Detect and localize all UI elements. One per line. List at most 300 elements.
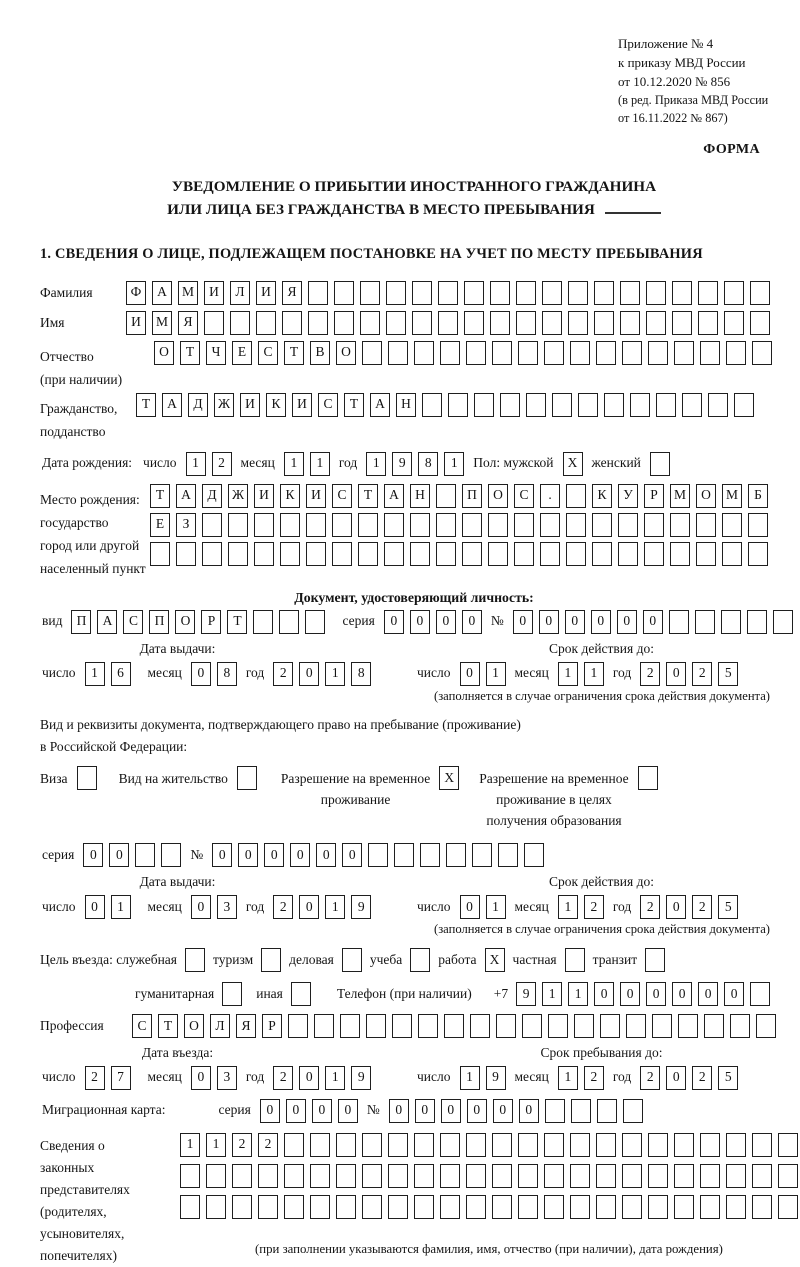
cell[interactable]: 1 xyxy=(325,1066,345,1090)
cell[interactable] xyxy=(253,610,273,634)
cell[interactable]: 1 xyxy=(542,982,562,1006)
cell[interactable] xyxy=(566,513,586,537)
cell[interactable]: 1 xyxy=(284,452,304,476)
cell[interactable] xyxy=(314,1014,334,1038)
cell[interactable]: 0 xyxy=(415,1099,435,1123)
cell[interactable]: 0 xyxy=(441,1099,461,1123)
cell[interactable]: 9 xyxy=(486,1066,506,1090)
cell[interactable] xyxy=(366,1014,386,1038)
cell[interactable]: Ч xyxy=(206,341,226,365)
cell[interactable]: 1 xyxy=(584,662,604,686)
cell[interactable]: Т xyxy=(344,393,364,417)
cell[interactable]: Л xyxy=(210,1014,230,1038)
cell[interactable] xyxy=(410,513,430,537)
cell[interactable] xyxy=(418,1014,438,1038)
cell[interactable] xyxy=(656,393,676,417)
cell[interactable] xyxy=(596,1133,616,1157)
cell[interactable]: X xyxy=(563,452,583,476)
cell[interactable]: Е xyxy=(232,341,252,365)
cell[interactable] xyxy=(464,281,484,305)
cell[interactable] xyxy=(305,610,325,634)
cell[interactable] xyxy=(488,542,508,566)
cell[interactable]: 7 xyxy=(111,1066,131,1090)
cell[interactable]: Н xyxy=(396,393,416,417)
cell[interactable] xyxy=(726,1195,746,1219)
cell[interactable]: Р xyxy=(262,1014,282,1038)
cell[interactable]: Т xyxy=(284,341,304,365)
cell[interactable] xyxy=(545,1099,565,1123)
cell[interactable]: К xyxy=(280,484,300,508)
cell[interactable]: 0 xyxy=(467,1099,487,1123)
cell[interactable]: 0 xyxy=(519,1099,539,1123)
cell[interactable]: Я xyxy=(178,311,198,335)
cell[interactable] xyxy=(568,311,588,335)
cell[interactable]: М xyxy=(722,484,742,508)
cell[interactable]: И xyxy=(240,393,260,417)
cell[interactable] xyxy=(670,542,690,566)
cell[interactable] xyxy=(334,281,354,305)
cell[interactable] xyxy=(570,1195,590,1219)
cell[interactable] xyxy=(446,843,466,867)
cell[interactable] xyxy=(466,1164,486,1188)
cell[interactable]: 0 xyxy=(410,610,430,634)
cell[interactable] xyxy=(604,393,624,417)
cell[interactable] xyxy=(492,1195,512,1219)
cell[interactable] xyxy=(237,766,257,790)
cell[interactable] xyxy=(672,281,692,305)
cell[interactable]: 1 xyxy=(460,1066,480,1090)
cell[interactable] xyxy=(470,1014,490,1038)
cell[interactable] xyxy=(500,393,520,417)
cell[interactable]: А xyxy=(176,484,196,508)
cell[interactable] xyxy=(540,513,560,537)
cell[interactable] xyxy=(258,1195,278,1219)
cell[interactable]: 1 xyxy=(206,1133,226,1157)
cell[interactable] xyxy=(596,1195,616,1219)
cell[interactable]: 0 xyxy=(460,662,480,686)
cell[interactable] xyxy=(750,281,770,305)
cell[interactable]: Д xyxy=(188,393,208,417)
cell[interactable]: 2 xyxy=(273,662,293,686)
cell[interactable] xyxy=(620,281,640,305)
cell[interactable] xyxy=(566,542,586,566)
cell[interactable] xyxy=(570,1133,590,1157)
cell[interactable] xyxy=(730,1014,750,1038)
cell[interactable]: 6 xyxy=(111,662,131,686)
cell[interactable] xyxy=(360,281,380,305)
cell[interactable] xyxy=(670,513,690,537)
cell[interactable]: И xyxy=(292,393,312,417)
cell[interactable] xyxy=(652,1014,672,1038)
cell[interactable] xyxy=(542,281,562,305)
cell[interactable] xyxy=(574,1014,594,1038)
cell[interactable] xyxy=(291,982,311,1006)
cell[interactable]: 2 xyxy=(692,895,712,919)
cell[interactable]: Я xyxy=(282,281,302,305)
cell[interactable]: Я xyxy=(236,1014,256,1038)
cell[interactable]: 0 xyxy=(290,843,310,867)
cell[interactable] xyxy=(594,311,614,335)
cell[interactable]: С xyxy=(514,484,534,508)
cell[interactable] xyxy=(336,1195,356,1219)
cell[interactable] xyxy=(552,393,572,417)
cell[interactable] xyxy=(414,341,434,365)
cell[interactable] xyxy=(544,1164,564,1188)
cell[interactable] xyxy=(492,1164,512,1188)
cell[interactable] xyxy=(386,311,406,335)
cell[interactable] xyxy=(674,1164,694,1188)
cell[interactable]: 0 xyxy=(212,843,232,867)
cell[interactable] xyxy=(722,542,742,566)
cell[interactable] xyxy=(700,1164,720,1188)
cell[interactable] xyxy=(700,1133,720,1157)
cell[interactable] xyxy=(674,1195,694,1219)
cell[interactable]: Д xyxy=(202,484,222,508)
cell[interactable] xyxy=(282,311,302,335)
cell[interactable] xyxy=(514,542,534,566)
cell[interactable]: О xyxy=(175,610,195,634)
cell[interactable]: П xyxy=(149,610,169,634)
cell[interactable] xyxy=(444,1014,464,1038)
cell[interactable]: А xyxy=(370,393,390,417)
cell[interactable] xyxy=(747,610,767,634)
cell[interactable]: Б xyxy=(748,484,768,508)
cell[interactable] xyxy=(202,513,222,537)
cell[interactable] xyxy=(492,341,512,365)
cell[interactable]: М xyxy=(152,311,172,335)
cell[interactable]: 0 xyxy=(565,610,585,634)
cell[interactable] xyxy=(161,843,181,867)
cell[interactable] xyxy=(358,542,378,566)
cell[interactable]: 0 xyxy=(299,662,319,686)
cell[interactable]: 0 xyxy=(191,1066,211,1090)
cell[interactable] xyxy=(180,1195,200,1219)
cell[interactable]: С xyxy=(123,610,143,634)
cell[interactable] xyxy=(516,311,536,335)
cell[interactable]: 9 xyxy=(516,982,536,1006)
cell[interactable]: 2 xyxy=(258,1133,278,1157)
cell[interactable]: 0 xyxy=(646,982,666,1006)
cell[interactable] xyxy=(752,1195,772,1219)
cell[interactable] xyxy=(622,341,642,365)
cell[interactable] xyxy=(342,948,362,972)
cell[interactable] xyxy=(544,1195,564,1219)
cell[interactable] xyxy=(384,542,404,566)
cell[interactable]: 9 xyxy=(351,1066,371,1090)
cell[interactable] xyxy=(752,1133,772,1157)
cell[interactable] xyxy=(724,311,744,335)
cell[interactable]: Т xyxy=(358,484,378,508)
cell[interactable]: 0 xyxy=(594,982,614,1006)
cell[interactable]: 1 xyxy=(85,662,105,686)
cell[interactable] xyxy=(440,1133,460,1157)
cell[interactable]: 1 xyxy=(568,982,588,1006)
cell[interactable]: О xyxy=(184,1014,204,1038)
cell[interactable]: 2 xyxy=(232,1133,252,1157)
cell[interactable] xyxy=(570,1164,590,1188)
cell[interactable] xyxy=(644,542,664,566)
cell[interactable]: Ф xyxy=(126,281,146,305)
cell[interactable]: 1 xyxy=(366,452,386,476)
cell[interactable] xyxy=(750,311,770,335)
cell[interactable] xyxy=(466,1195,486,1219)
cell[interactable]: 0 xyxy=(191,895,211,919)
cell[interactable]: 1 xyxy=(325,895,345,919)
cell[interactable] xyxy=(436,513,456,537)
cell[interactable] xyxy=(726,1164,746,1188)
cell[interactable] xyxy=(490,311,510,335)
cell[interactable]: В xyxy=(310,341,330,365)
cell[interactable] xyxy=(596,1164,616,1188)
cell[interactable] xyxy=(645,948,665,972)
cell[interactable] xyxy=(650,452,670,476)
cell[interactable]: Ж xyxy=(214,393,234,417)
cell[interactable] xyxy=(750,982,770,1006)
cell[interactable]: М xyxy=(670,484,690,508)
cell[interactable] xyxy=(514,513,534,537)
cell[interactable] xyxy=(436,484,456,508)
cell[interactable] xyxy=(756,1014,776,1038)
cell[interactable] xyxy=(674,1133,694,1157)
cell[interactable]: 1 xyxy=(111,895,131,919)
cell[interactable] xyxy=(306,542,326,566)
cell[interactable] xyxy=(384,513,404,537)
cell[interactable] xyxy=(492,1133,512,1157)
cell[interactable]: 0 xyxy=(698,982,718,1006)
cell[interactable]: И xyxy=(126,311,146,335)
cell[interactable]: 0 xyxy=(191,662,211,686)
cell[interactable]: 3 xyxy=(217,895,237,919)
cell[interactable] xyxy=(340,1014,360,1038)
cell[interactable]: 0 xyxy=(643,610,663,634)
cell[interactable] xyxy=(414,1133,434,1157)
cell[interactable] xyxy=(695,610,715,634)
cell[interactable]: 8 xyxy=(418,452,438,476)
cell[interactable] xyxy=(280,542,300,566)
cell[interactable] xyxy=(646,311,666,335)
cell[interactable] xyxy=(646,281,666,305)
cell[interactable] xyxy=(620,311,640,335)
cell[interactable] xyxy=(438,281,458,305)
cell[interactable]: Р xyxy=(644,484,664,508)
cell[interactable]: С xyxy=(258,341,278,365)
cell[interactable]: 0 xyxy=(109,843,129,867)
cell[interactable]: . xyxy=(540,484,560,508)
cell[interactable] xyxy=(778,1195,798,1219)
cell[interactable] xyxy=(678,1014,698,1038)
cell[interactable] xyxy=(414,1164,434,1188)
cell[interactable]: 0 xyxy=(666,895,686,919)
cell[interactable] xyxy=(440,1164,460,1188)
cell[interactable]: 2 xyxy=(640,662,660,686)
cell[interactable] xyxy=(228,513,248,537)
cell[interactable]: 0 xyxy=(299,895,319,919)
cell[interactable] xyxy=(472,843,492,867)
cell[interactable] xyxy=(578,393,598,417)
cell[interactable]: П xyxy=(462,484,482,508)
cell[interactable] xyxy=(618,513,638,537)
cell[interactable]: 0 xyxy=(286,1099,306,1123)
cell[interactable]: 0 xyxy=(539,610,559,634)
cell[interactable] xyxy=(700,341,720,365)
cell[interactable]: С xyxy=(332,484,352,508)
cell[interactable]: П xyxy=(71,610,91,634)
cell[interactable] xyxy=(306,513,326,537)
cell[interactable] xyxy=(466,341,486,365)
cell[interactable] xyxy=(310,1195,330,1219)
cell[interactable] xyxy=(708,393,728,417)
cell[interactable]: С xyxy=(318,393,338,417)
cell[interactable] xyxy=(542,311,562,335)
cell[interactable]: 0 xyxy=(316,843,336,867)
cell[interactable] xyxy=(180,1164,200,1188)
cell[interactable] xyxy=(258,1164,278,1188)
cell[interactable]: 0 xyxy=(666,662,686,686)
cell[interactable] xyxy=(488,513,508,537)
cell[interactable] xyxy=(202,542,222,566)
cell[interactable] xyxy=(336,1133,356,1157)
cell[interactable] xyxy=(135,843,155,867)
cell[interactable]: 2 xyxy=(692,662,712,686)
cell[interactable]: 0 xyxy=(724,982,744,1006)
cell[interactable] xyxy=(518,341,538,365)
cell[interactable] xyxy=(232,1195,252,1219)
cell[interactable]: 2 xyxy=(584,1066,604,1090)
cell[interactable]: И xyxy=(204,281,224,305)
cell[interactable]: 0 xyxy=(85,895,105,919)
cell[interactable]: О xyxy=(696,484,716,508)
cell[interactable] xyxy=(592,513,612,537)
cell[interactable]: О xyxy=(336,341,356,365)
cell[interactable] xyxy=(518,1164,538,1188)
cell[interactable] xyxy=(474,393,494,417)
cell[interactable]: Т xyxy=(150,484,170,508)
cell[interactable] xyxy=(464,311,484,335)
cell[interactable] xyxy=(228,542,248,566)
cell[interactable]: 9 xyxy=(392,452,412,476)
cell[interactable]: 2 xyxy=(273,1066,293,1090)
cell[interactable] xyxy=(490,281,510,305)
cell[interactable] xyxy=(388,1133,408,1157)
cell[interactable] xyxy=(185,948,205,972)
cell[interactable] xyxy=(748,513,768,537)
cell[interactable] xyxy=(206,1195,226,1219)
cell[interactable] xyxy=(498,843,518,867)
cell[interactable]: 5 xyxy=(718,895,738,919)
cell[interactable] xyxy=(462,513,482,537)
cell[interactable] xyxy=(644,513,664,537)
cell[interactable] xyxy=(496,1014,516,1038)
cell[interactable]: Л xyxy=(230,281,250,305)
cell[interactable]: 5 xyxy=(718,662,738,686)
cell[interactable]: Т xyxy=(136,393,156,417)
cell[interactable] xyxy=(648,1195,668,1219)
cell[interactable] xyxy=(358,513,378,537)
cell[interactable]: А xyxy=(384,484,404,508)
cell[interactable]: К xyxy=(266,393,286,417)
cell[interactable]: 2 xyxy=(640,1066,660,1090)
cell[interactable]: О xyxy=(488,484,508,508)
cell[interactable] xyxy=(256,311,276,335)
cell[interactable] xyxy=(597,1099,617,1123)
cell[interactable] xyxy=(696,542,716,566)
cell[interactable] xyxy=(394,843,414,867)
cell[interactable]: И xyxy=(306,484,326,508)
cell[interactable]: 1 xyxy=(186,452,206,476)
cell[interactable] xyxy=(386,281,406,305)
cell[interactable]: Т xyxy=(158,1014,178,1038)
cell[interactable] xyxy=(176,542,196,566)
cell[interactable]: 0 xyxy=(620,982,640,1006)
cell[interactable] xyxy=(622,1195,642,1219)
cell[interactable] xyxy=(648,1164,668,1188)
cell[interactable] xyxy=(626,1014,646,1038)
cell[interactable]: 2 xyxy=(212,452,232,476)
cell[interactable]: А xyxy=(97,610,117,634)
cell[interactable] xyxy=(308,311,328,335)
cell[interactable] xyxy=(518,1133,538,1157)
cell[interactable] xyxy=(410,542,430,566)
cell[interactable]: 2 xyxy=(692,1066,712,1090)
cell[interactable] xyxy=(362,1195,382,1219)
cell[interactable] xyxy=(698,281,718,305)
cell[interactable] xyxy=(752,341,772,365)
cell[interactable] xyxy=(696,513,716,537)
cell[interactable]: К xyxy=(592,484,612,508)
cell[interactable] xyxy=(261,948,281,972)
cell[interactable]: 0 xyxy=(493,1099,513,1123)
cell[interactable] xyxy=(334,311,354,335)
cell[interactable] xyxy=(700,1195,720,1219)
cell[interactable] xyxy=(440,341,460,365)
cell[interactable] xyxy=(623,1099,643,1123)
cell[interactable] xyxy=(388,341,408,365)
cell[interactable] xyxy=(648,341,668,365)
cell[interactable] xyxy=(571,1099,591,1123)
cell[interactable]: 3 xyxy=(217,1066,237,1090)
cell[interactable] xyxy=(522,1014,542,1038)
cell[interactable] xyxy=(388,1164,408,1188)
cell[interactable] xyxy=(540,542,560,566)
cell[interactable] xyxy=(362,1133,382,1157)
cell[interactable] xyxy=(462,542,482,566)
cell[interactable]: 0 xyxy=(513,610,533,634)
cell[interactable]: 0 xyxy=(83,843,103,867)
cell[interactable]: 0 xyxy=(312,1099,332,1123)
cell[interactable] xyxy=(254,513,274,537)
cell[interactable] xyxy=(524,843,544,867)
cell[interactable]: 1 xyxy=(486,895,506,919)
cell[interactable] xyxy=(77,766,97,790)
cell[interactable] xyxy=(336,1164,356,1188)
cell[interactable] xyxy=(724,281,744,305)
cell[interactable]: X xyxy=(439,766,459,790)
cell[interactable] xyxy=(669,610,689,634)
cell[interactable] xyxy=(310,1164,330,1188)
cell[interactable] xyxy=(734,393,754,417)
cell[interactable]: О xyxy=(154,341,174,365)
cell[interactable]: Р xyxy=(201,610,221,634)
cell[interactable] xyxy=(548,1014,568,1038)
cell[interactable] xyxy=(592,542,612,566)
cell[interactable]: С xyxy=(132,1014,152,1038)
cell[interactable] xyxy=(748,542,768,566)
cell[interactable]: Т xyxy=(180,341,200,365)
cell[interactable] xyxy=(648,1133,668,1157)
cell[interactable] xyxy=(360,311,380,335)
cell[interactable] xyxy=(280,513,300,537)
cell[interactable] xyxy=(438,311,458,335)
